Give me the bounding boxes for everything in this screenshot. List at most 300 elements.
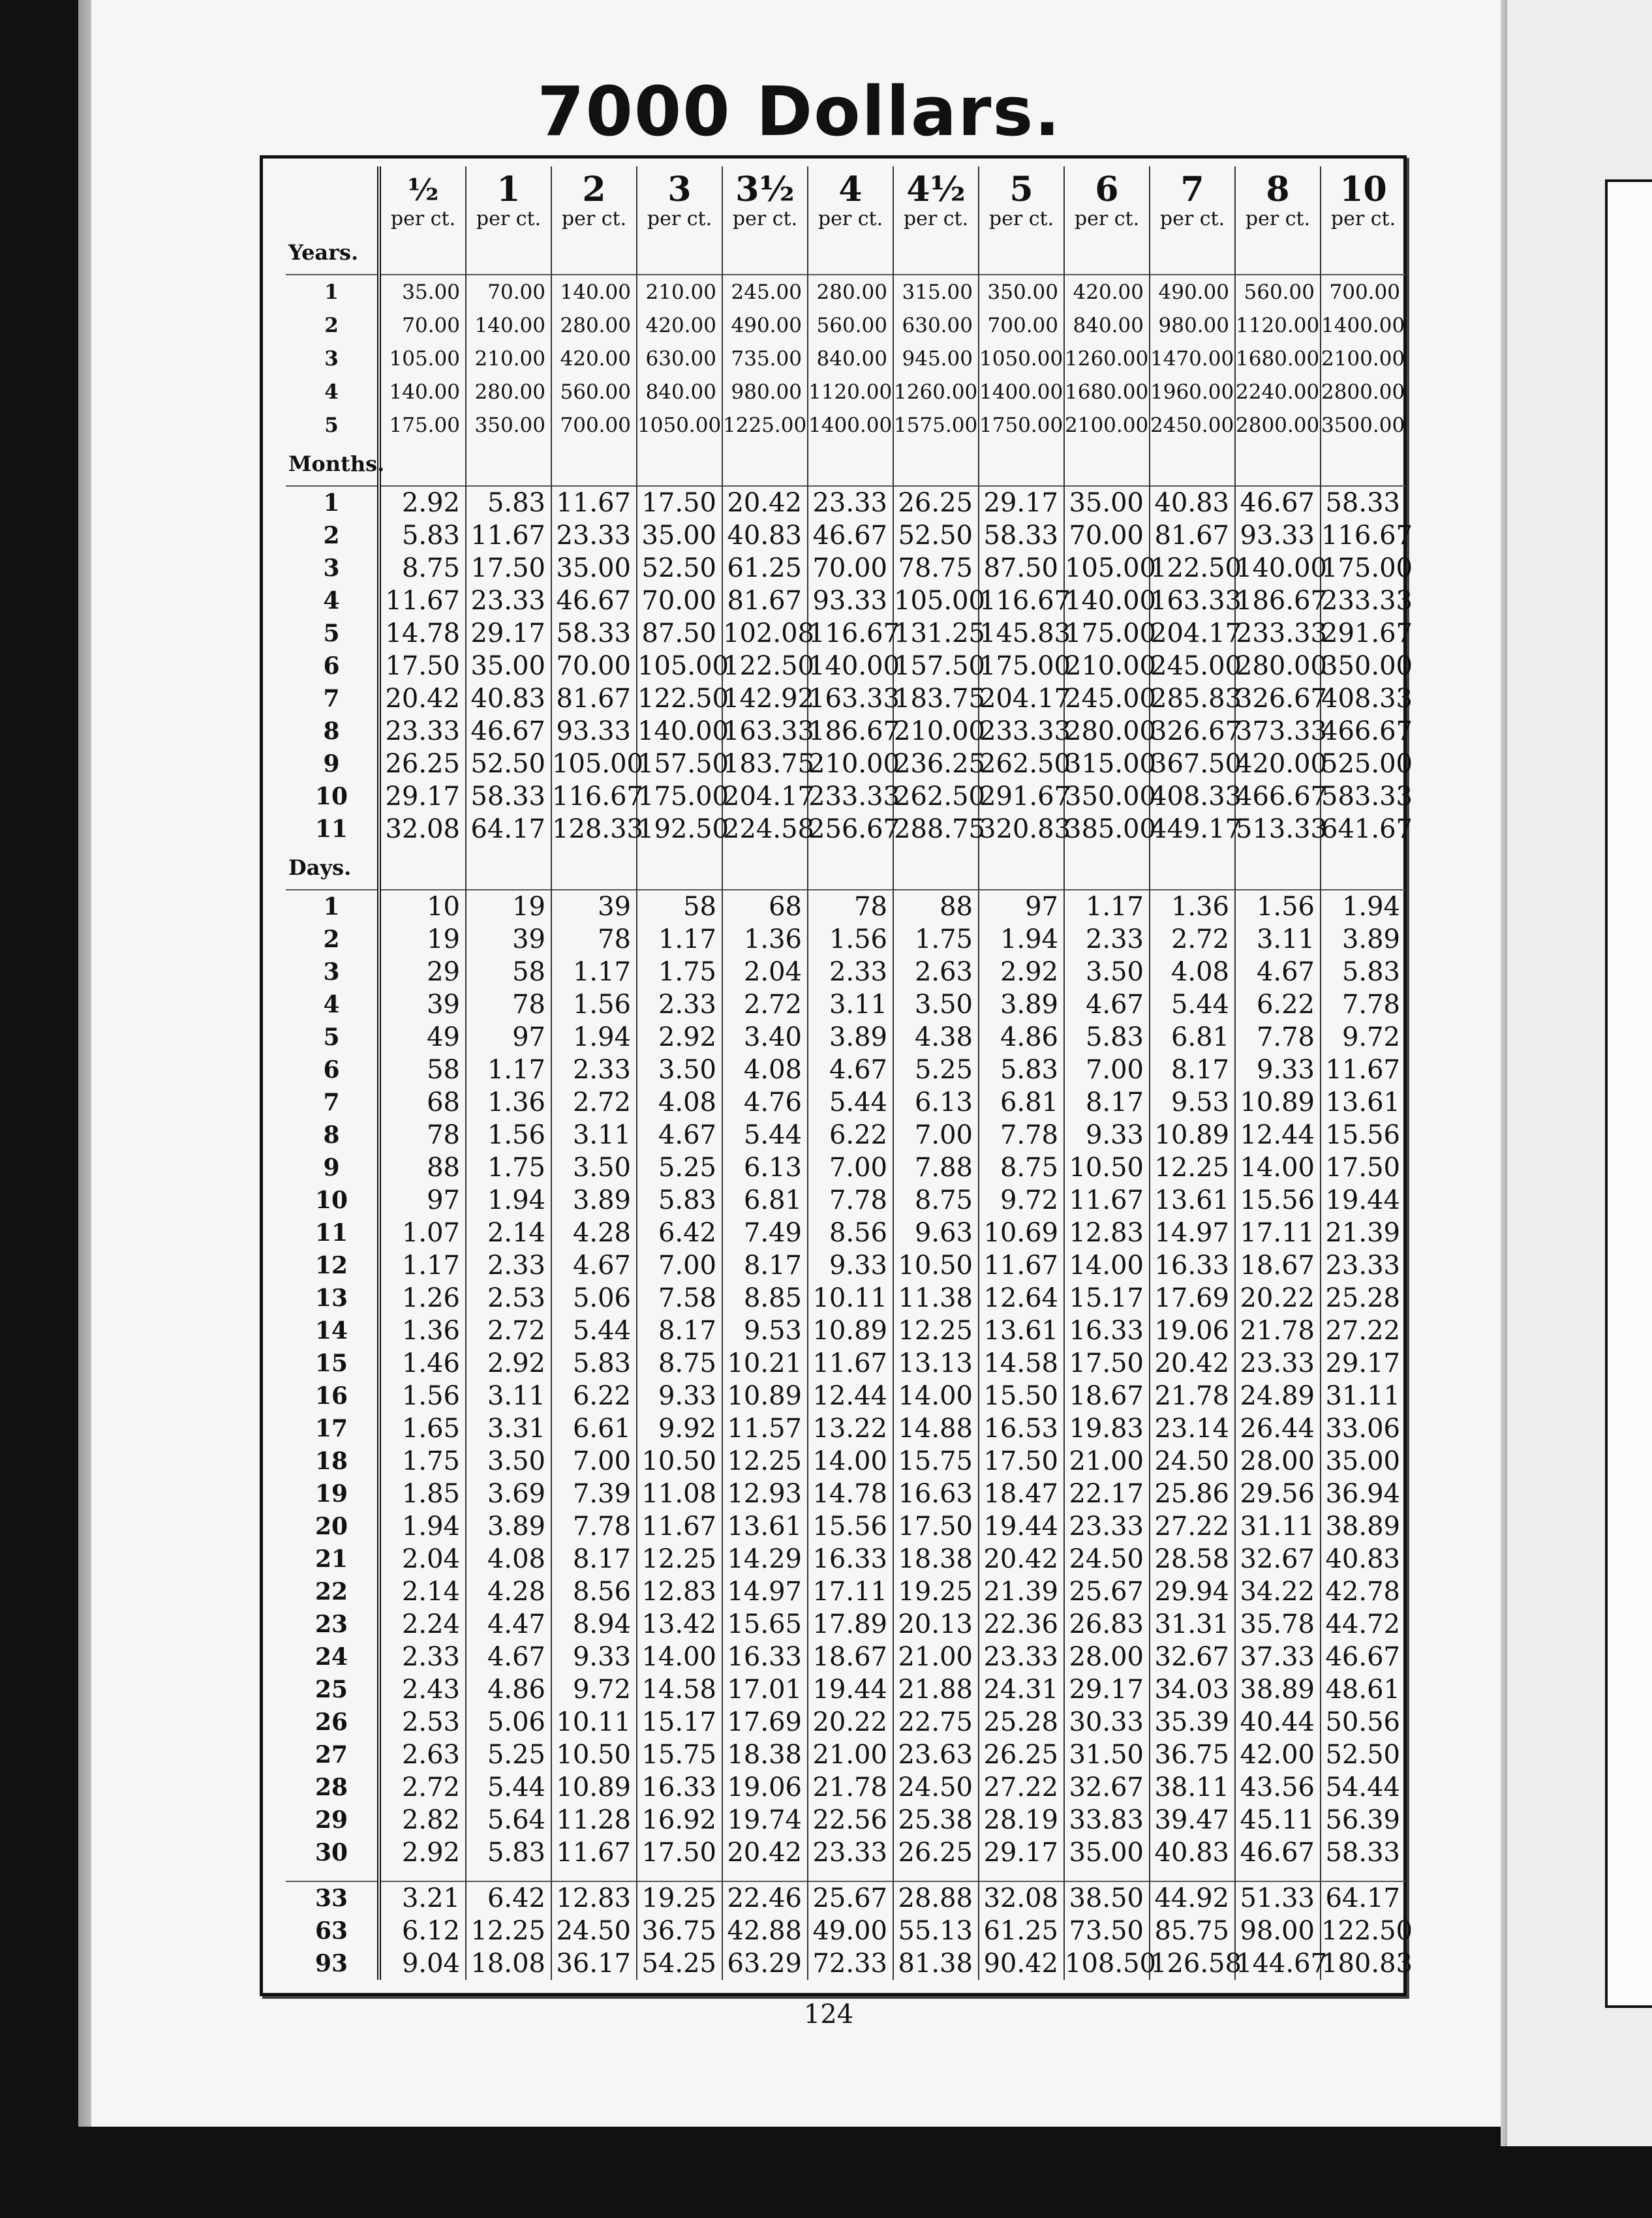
interest-value: 2.63	[893, 956, 979, 988]
interest-value: 35.00	[1064, 1836, 1150, 1869]
interest-value: 7.78	[808, 1184, 893, 1217]
table-row	[286, 519, 1405, 552]
page-number: 124	[803, 1999, 854, 2029]
interest-value: 840.00	[808, 342, 893, 375]
interest-value: 513.33	[1236, 814, 1327, 844]
table-row	[286, 650, 1405, 682]
interest-value: 32.67	[1150, 1641, 1235, 1673]
interest-value: 29.17	[1321, 1347, 1405, 1380]
rate-value: 6	[1095, 170, 1119, 209]
interest-value: 20.42	[1150, 1347, 1235, 1380]
period-label: 10	[286, 780, 379, 813]
period-label: 17	[286, 1412, 379, 1445]
interest-value: 4.28	[551, 1217, 637, 1249]
table-row	[286, 1641, 1405, 1673]
interest-value: 58.33	[551, 617, 637, 650]
period-label: 3	[286, 342, 379, 375]
table-row	[286, 617, 1405, 650]
interest-value: 175.00	[979, 651, 1071, 681]
interest-value: 8.56	[551, 1575, 637, 1608]
interest-value: 5.25	[893, 1054, 979, 1086]
interest-value: 33.83	[1064, 1804, 1150, 1836]
table-row	[286, 1314, 1405, 1347]
interest-value: 700.00	[1321, 275, 1405, 309]
interest-value: 8.56	[808, 1217, 893, 1249]
interest-value: 36.75	[1150, 1739, 1235, 1771]
interest-value: 12.25	[466, 1915, 551, 1947]
interest-value: 12.25	[893, 1314, 979, 1347]
interest-value: 55.13	[893, 1915, 979, 1947]
interest-value: 6.81	[722, 1184, 808, 1217]
interest-value: 2.24	[401, 1609, 460, 1639]
interest-value: 52.50	[637, 552, 722, 585]
interest-value: 8.17	[722, 1249, 808, 1282]
interest-value: 61.25	[979, 1915, 1064, 1947]
interest-value: 1575.00	[893, 408, 979, 442]
interest-value: 6.22	[551, 1380, 637, 1412]
interest-value: 28.19	[979, 1804, 1064, 1836]
interest-value: 27.22	[1150, 1510, 1235, 1543]
interest-value: 19.74	[722, 1804, 808, 1836]
interest-value: 16.33	[637, 1771, 722, 1804]
interest-value: 28.58	[1150, 1543, 1235, 1575]
table-row	[286, 1771, 1405, 1804]
interest-value: 204.17	[723, 782, 814, 812]
interest-value: 315.00	[893, 275, 979, 309]
interest-value: 9.72	[979, 1184, 1064, 1217]
table-row	[286, 1151, 1405, 1184]
rate-value: 4	[838, 170, 863, 209]
interest-value: 13.13	[893, 1347, 979, 1380]
interest-value: 3.11	[466, 1380, 551, 1412]
interest-value: 11.67	[1064, 1184, 1150, 1217]
interest-value: 13.42	[637, 1608, 722, 1641]
interest-value: 14.97	[722, 1575, 808, 1608]
interest-value: 385.00	[1065, 814, 1156, 844]
interest-value: 87.50	[979, 552, 1064, 585]
period-label: 6	[286, 650, 379, 682]
period-label: 19	[286, 1478, 379, 1510]
interest-value: 105.00	[1065, 553, 1156, 583]
interest-value: 10.50	[1064, 1151, 1150, 1184]
interest-value: 8.17	[637, 1314, 722, 1347]
interest-value: 46.67	[1235, 486, 1321, 519]
interest-value: 29	[427, 957, 460, 987]
interest-value: 5.44	[808, 1086, 893, 1119]
interest-value: 315.00	[1065, 749, 1156, 779]
period-label: 26	[286, 1706, 379, 1739]
interest-value: 204.17	[1150, 618, 1242, 648]
period-label: 7	[286, 682, 379, 715]
interest-value: 6.13	[722, 1151, 808, 1184]
interest-value: 21.39	[979, 1575, 1064, 1608]
interest-value: 140.00	[1065, 586, 1156, 616]
interest-value: 97	[466, 1021, 551, 1054]
rate-header	[1150, 166, 1235, 230]
interest-value: 39.47	[1150, 1804, 1235, 1836]
interest-value: 140.00	[551, 275, 637, 309]
interest-value: 24.50	[551, 1915, 637, 1947]
interest-value: 93.33	[1235, 519, 1321, 552]
interest-value: 11.08	[637, 1478, 722, 1510]
rate-value: 2	[582, 170, 606, 209]
interest-value: 3.50	[551, 1151, 637, 1184]
interest-value: 131.25	[894, 618, 985, 648]
interest-value: 35.00	[637, 519, 722, 552]
table-row	[286, 1282, 1405, 1314]
interest-value: 46.67	[808, 519, 893, 552]
interest-value: 122.50	[1321, 1916, 1413, 1946]
table-row	[286, 585, 1405, 617]
rate-header-row	[286, 166, 1405, 230]
interest-value: 280.00	[1236, 651, 1327, 681]
interest-value: 18.67	[1235, 1249, 1321, 1282]
interest-value: 4.86	[466, 1673, 551, 1706]
rate-value: 7	[1180, 170, 1204, 209]
rate-unit: per ct.	[1074, 207, 1140, 230]
interest-value: 9.92	[637, 1412, 722, 1445]
interest-value: 6.13	[893, 1086, 979, 1119]
interest-value: 97	[979, 890, 1064, 923]
interest-value: 1.56	[808, 923, 893, 956]
interest-value: 14.88	[893, 1412, 979, 1445]
interest-value: 40.83	[466, 682, 551, 715]
interest-value: 70.00	[551, 650, 637, 682]
interest-value: 245.00	[1150, 651, 1242, 681]
interest-value: 326.67	[1150, 716, 1242, 746]
period-label: 5	[286, 1021, 379, 1054]
interest-value: 466.67	[1236, 782, 1327, 812]
interest-value: 8.17	[1150, 1054, 1235, 1086]
interest-value: 14.58	[637, 1673, 722, 1706]
interest-value: 105.00	[389, 346, 460, 371]
interest-value: 2.14	[401, 1577, 460, 1607]
interest-value: 183.75	[894, 684, 985, 714]
interest-value: 5.83	[401, 521, 460, 551]
interest-value: 4.67	[466, 1641, 551, 1673]
interest-value: 2.92	[379, 486, 466, 519]
interest-value: 20.42	[722, 486, 808, 519]
period-label: 30	[286, 1836, 379, 1869]
interest-value: 5.06	[466, 1706, 551, 1739]
rate-unit: per ct.	[390, 207, 456, 230]
interest-value: 16.33	[722, 1641, 808, 1673]
interest-value: 2.72	[401, 1772, 460, 1802]
interest-value: 23.33	[385, 716, 460, 746]
period-label: 13	[286, 1282, 379, 1314]
interest-value: 420.00	[551, 342, 637, 375]
interest-value: 27.22	[979, 1771, 1064, 1804]
table-row	[286, 1706, 1405, 1739]
table-row	[286, 275, 1405, 309]
interest-value: 11.67	[808, 1347, 893, 1380]
interest-value: 12.93	[722, 1478, 808, 1510]
interest-value: 17.69	[722, 1706, 808, 1739]
interest-value: 7.00	[808, 1151, 893, 1184]
table-row	[286, 988, 1405, 1021]
table-row	[286, 956, 1405, 988]
interest-value: 21.00	[893, 1641, 979, 1673]
interest-value: 42.88	[722, 1915, 808, 1947]
interest-value: 163.33	[1150, 586, 1242, 616]
table-row	[286, 1086, 1405, 1119]
interest-value: 142.92	[723, 684, 814, 714]
interest-value: 78	[427, 1120, 460, 1150]
interest-value: 236.25	[894, 749, 985, 779]
interest-value: 25.28	[1321, 1282, 1405, 1314]
interest-value: 1400.00	[808, 408, 893, 442]
rate-value: 5	[1009, 170, 1033, 209]
interest-value: 2.33	[551, 1054, 637, 1086]
interest-value: 13.61	[1321, 1086, 1405, 1119]
period-label: 9	[286, 1151, 379, 1184]
interest-value: 7.49	[722, 1217, 808, 1249]
interest-value: 320.83	[979, 814, 1071, 844]
interest-value: 19	[427, 924, 460, 954]
interest-value: 466.67	[1321, 716, 1413, 746]
interest-value: 14.00	[893, 1380, 979, 1412]
interest-value: 49.00	[808, 1915, 893, 1947]
interest-value: 14.78	[385, 618, 460, 648]
rate-unit: per ct.	[1159, 207, 1225, 230]
interest-value: 17.89	[808, 1608, 893, 1641]
period-label: 28	[286, 1771, 379, 1804]
rate-header	[379, 166, 466, 230]
interest-value: 1260.00	[893, 375, 979, 408]
interest-value: 32.08	[979, 1881, 1064, 1915]
interest-value: 12.64	[979, 1282, 1064, 1314]
interest-value: 5.25	[466, 1739, 551, 1771]
interest-value: 26.25	[893, 486, 979, 519]
interest-value: 1.17	[466, 1054, 551, 1086]
interest-value: 16.53	[979, 1412, 1064, 1445]
interest-value: 58.33	[979, 519, 1064, 552]
interest-value: 367.50	[1150, 749, 1242, 779]
interest-value: 37.33	[1235, 1641, 1321, 1673]
interest-value: 233.33	[979, 716, 1071, 746]
period-label: 29	[286, 1804, 379, 1836]
period-label: 3	[286, 956, 379, 988]
period-label: 93	[286, 1947, 379, 1980]
interest-value: 2.63	[401, 1740, 460, 1770]
interest-value: 7.00	[893, 1119, 979, 1151]
interest-value: 36.17	[551, 1947, 637, 1980]
interest-value: 2.72	[551, 1086, 637, 1119]
interest-value: 25.38	[893, 1804, 979, 1836]
interest-value: 56.39	[1321, 1804, 1405, 1836]
interest-value: 140.00	[389, 380, 460, 404]
interest-value: 1120.00	[1235, 309, 1321, 342]
table-row	[286, 1445, 1405, 1478]
interest-value: 20.42	[979, 1543, 1064, 1575]
interest-value: 46.67	[1321, 1641, 1405, 1673]
period-label: 18	[286, 1445, 379, 1478]
interest-value: 46.67	[551, 585, 637, 617]
interest-value: 1960.00	[1150, 375, 1235, 408]
interest-value: 3.50	[893, 988, 979, 1021]
interest-value: 29.17	[979, 1836, 1064, 1869]
interest-value: 17.50	[385, 651, 460, 681]
interest-value: 10.69	[979, 1217, 1064, 1249]
interest-value: 17.01	[722, 1673, 808, 1706]
interest-value: 490.00	[722, 309, 808, 342]
interest-value: 23.33	[808, 1836, 893, 1869]
rate-unit: per ct.	[732, 207, 798, 230]
table-row	[286, 375, 1405, 408]
rate-unit: per ct.	[1245, 207, 1311, 230]
interest-value: 15.56	[808, 1510, 893, 1543]
interest-value: 6.42	[466, 1881, 551, 1915]
interest-value: 9.72	[551, 1673, 637, 1706]
interest-value: 1050.00	[637, 408, 722, 442]
interest-value: 16.33	[1064, 1314, 1150, 1347]
interest-value: 1.56	[466, 1119, 551, 1151]
interest-value: 21.00	[808, 1739, 893, 1771]
interest-value: 3500.00	[1321, 408, 1405, 442]
interest-table-body	[286, 230, 1413, 1980]
interest-value: 26.25	[979, 1739, 1064, 1771]
interest-value: 2.53	[401, 1707, 460, 1737]
interest-value: 285.83	[1150, 684, 1242, 714]
interest-value: 21.39	[1321, 1217, 1405, 1249]
interest-value: 36.75	[637, 1915, 722, 1947]
interest-value: 45.11	[1235, 1804, 1321, 1836]
interest-value: 420.00	[1236, 749, 1327, 779]
interest-value: 81.38	[893, 1947, 979, 1980]
interest-value: 408.33	[1321, 684, 1413, 714]
table-row	[286, 1673, 1405, 1706]
interest-value: 420.00	[637, 309, 722, 342]
interest-value: 18.47	[979, 1478, 1064, 1510]
interest-value: 7.00	[551, 1445, 637, 1478]
interest-value: 22.56	[808, 1804, 893, 1836]
table-row	[286, 1881, 1405, 1915]
interest-value: 3.89	[979, 988, 1064, 1021]
interest-value: 3.89	[466, 1510, 551, 1543]
interest-value: 58.33	[1321, 486, 1405, 519]
table-row	[286, 923, 1405, 956]
interest-value: 630.00	[893, 309, 979, 342]
interest-value: 1260.00	[1064, 342, 1150, 375]
interest-value: 68	[722, 890, 808, 923]
interest-value: 525.00	[1321, 749, 1413, 779]
interest-value: 4.08	[1150, 956, 1235, 988]
interest-value: 210.00	[1065, 651, 1156, 681]
interest-value: 2.53	[466, 1282, 551, 1314]
period-label: 63	[286, 1915, 379, 1947]
rate-header	[1064, 166, 1150, 230]
interest-value: 2.04	[401, 1544, 460, 1574]
interest-value: 262.50	[894, 782, 985, 812]
period-label: 20	[286, 1510, 379, 1543]
interest-value: 4.86	[979, 1021, 1064, 1054]
interest-value: 28.00	[1235, 1445, 1321, 1478]
period-label: 7	[286, 1086, 379, 1119]
interest-value: 40.83	[1150, 486, 1235, 519]
interest-value: 30.33	[1064, 1706, 1150, 1739]
interest-value: 43.56	[1235, 1771, 1321, 1804]
interest-value: 73.50	[1064, 1915, 1150, 1947]
interest-value: 700.00	[551, 408, 637, 442]
interest-value: 21.78	[1150, 1380, 1235, 1412]
interest-value: 23.33	[1064, 1510, 1150, 1543]
interest-value: 16.33	[1150, 1249, 1235, 1282]
interest-value: 52.50	[893, 519, 979, 552]
table-row	[286, 1054, 1405, 1086]
interest-value: 2.72	[466, 1314, 551, 1347]
rate-value: 3	[667, 170, 692, 209]
table-row	[286, 1184, 1405, 1217]
interest-value: 126.58	[1150, 1949, 1242, 1979]
interest-value: 23.14	[1150, 1412, 1235, 1445]
interest-value: 12.44	[1235, 1119, 1321, 1151]
interest-value: 233.33	[808, 782, 900, 812]
interest-value: 35.00	[466, 650, 551, 682]
interest-value: 840.00	[637, 375, 722, 408]
interest-value: 2100.00	[1064, 408, 1150, 442]
table-row	[286, 1249, 1405, 1282]
interest-value: 4.67	[637, 1119, 722, 1151]
interest-value: 40.44	[1235, 1706, 1321, 1739]
interest-value: 6.22	[1235, 988, 1321, 1021]
interest-value: 280.00	[466, 375, 551, 408]
interest-value: 13.22	[808, 1412, 893, 1445]
rate-value: ½	[407, 172, 439, 207]
interest-value: 85.75	[1150, 1915, 1235, 1947]
interest-value: 88	[893, 890, 979, 923]
interest-value: 28.00	[1064, 1641, 1150, 1673]
interest-value: 140.00	[1236, 553, 1327, 583]
interest-value: 17.69	[1150, 1282, 1235, 1314]
interest-value: 2.72	[1150, 923, 1235, 956]
interest-value: 17.50	[893, 1510, 979, 1543]
interest-value: 14.97	[1150, 1217, 1235, 1249]
interest-value: 2.33	[466, 1249, 551, 1282]
rate-header	[1321, 166, 1405, 230]
period-label: 2	[286, 519, 379, 552]
interest-value: 7.39	[551, 1478, 637, 1510]
interest-value: 20.22	[808, 1706, 893, 1739]
interest-value: 175.00	[1065, 618, 1156, 648]
interest-value: 224.58	[723, 814, 814, 844]
interest-value: 7.00	[637, 1249, 722, 1282]
interest-value: 1.17	[551, 956, 637, 988]
interest-value: 163.33	[723, 716, 814, 746]
interest-value: 38.11	[1150, 1771, 1235, 1804]
period-label: 14	[286, 1314, 379, 1347]
interest-value: 6.81	[1150, 1021, 1235, 1054]
interest-value: 5.83	[637, 1184, 722, 1217]
interest-value: 2.33	[808, 956, 893, 988]
interest-value: 145.83	[979, 618, 1071, 648]
period-label: 27	[286, 1739, 379, 1771]
interest-value: 2.33	[1064, 923, 1150, 956]
interest-value: 210.00	[466, 342, 551, 375]
interest-value: 20.42	[722, 1836, 808, 1869]
period-label: 25	[286, 1673, 379, 1706]
interest-value: 945.00	[893, 342, 979, 375]
interest-value: 17.50	[1321, 1151, 1405, 1184]
interest-value: 280.00	[1065, 716, 1156, 746]
interest-value: 105.00	[637, 651, 729, 681]
interest-value: 46.67	[466, 715, 551, 748]
interest-value: 93.33	[551, 715, 637, 748]
period-label: 10	[286, 1184, 379, 1217]
interest-value: 116.67	[808, 618, 900, 648]
interest-value: 35.00	[1064, 486, 1150, 519]
interest-value: 12.83	[1064, 1217, 1150, 1249]
interest-value: 8.85	[722, 1282, 808, 1314]
